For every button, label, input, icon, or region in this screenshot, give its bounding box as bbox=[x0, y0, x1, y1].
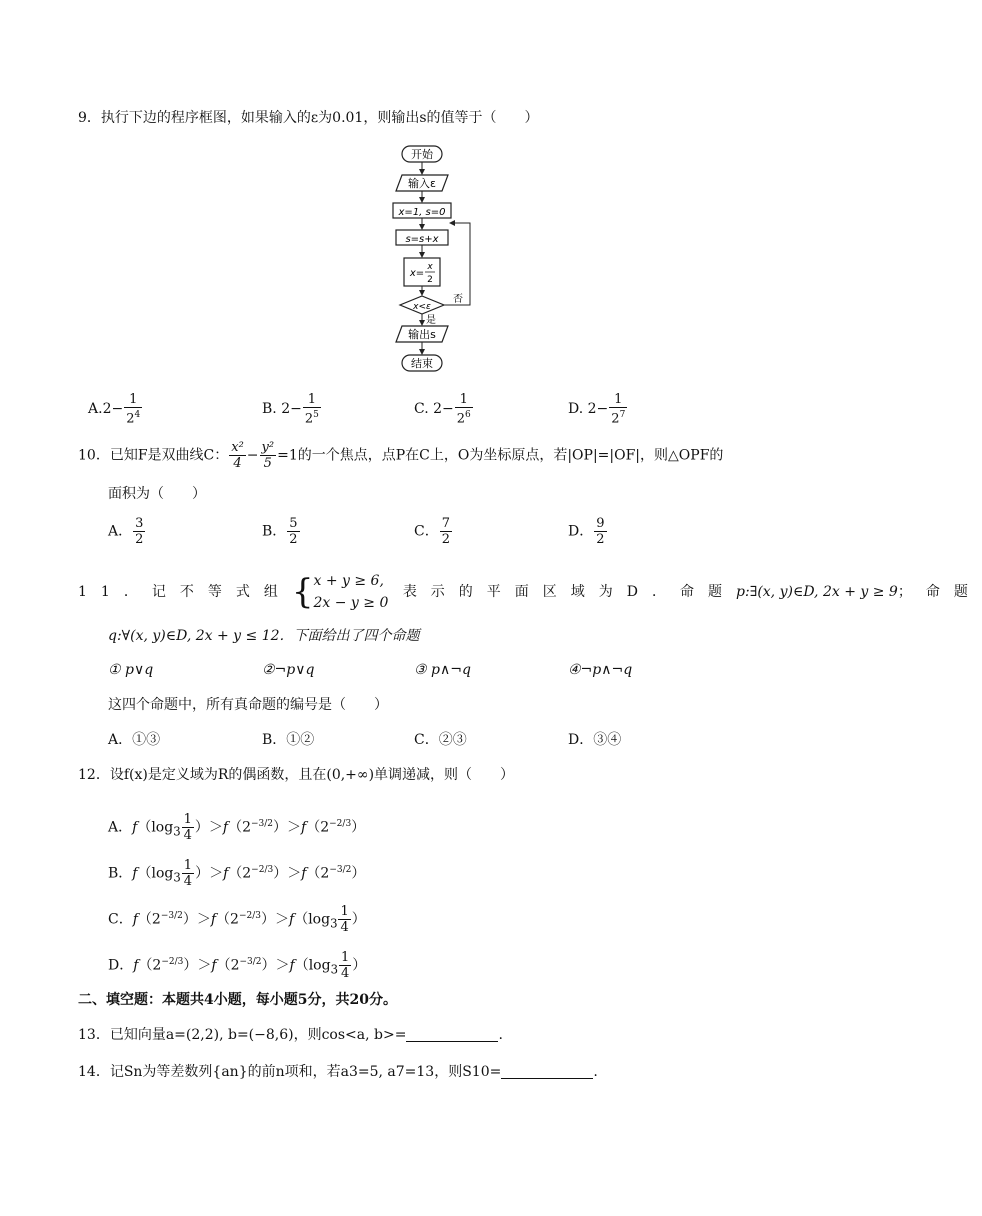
option-whole: 2− bbox=[102, 401, 124, 418]
flow-update-x-den: 2 bbox=[427, 275, 433, 285]
q12-option-c[interactable]: C．$f(2^{-3/2})>f(2^{-2/3})>f(\log_3$ $\frac{1}{4}$ ） bbox=[108, 904, 366, 935]
q9-option-d[interactable] bbox=[568, 392, 628, 426]
flow-end-label: 结束 bbox=[411, 357, 433, 370]
flow-input-label: 输入ε bbox=[408, 177, 436, 190]
q12-option-b[interactable]: B．$f(\log_3$ $\frac{1}{4}$ ）$>f(2^{-2/3})>f(2^{-3/2})$ bbox=[108, 858, 366, 889]
q14-answer-blank[interactable] bbox=[501, 1064, 593, 1079]
q11-q-line: q:∀(x, y)∈D, 2x + y ≤ 12．下面给出了四个命题 bbox=[108, 628, 420, 644]
flow-no-label: 否 bbox=[453, 294, 463, 305]
q10-line2: 面积为（ ） bbox=[108, 486, 206, 502]
q11-prop-3: ③ p∧¬q bbox=[414, 662, 471, 678]
flow-yes-label: 是 bbox=[426, 315, 436, 326]
q10-option-d[interactable]: D． $\frac{9}{2}$ bbox=[568, 516, 605, 547]
q12-option-d[interactable]: D．$f(2^{-2/3})>f(2^{-3/2})>f(\log_3$ $\frac{1}{4}$ ） bbox=[108, 950, 367, 981]
q11-prop-2: ②¬p∨q bbox=[262, 662, 315, 678]
q10-text: 10．已知F是双曲线C： $\frac{\text{x²}}{4}$ − $\frac{\text{y²}}{5}$ =1的一个焦点，点P在C上，O为坐标原点，若|OP|=|OF|，则△OPF的 bbox=[78, 440, 724, 471]
q14-text: 14．记Sn为等差数列{an}的前n项和，若a3=5, a7=13，则S10= . bbox=[78, 1064, 598, 1080]
q9-option-a[interactable] bbox=[88, 392, 143, 426]
q9-text: 9．执行下边的程序框图，如果输入的ε为0.01，则输出s的值等于（ ） bbox=[78, 110, 539, 126]
q10-option-c[interactable]: C． $\frac{7}{2}$ bbox=[414, 516, 450, 547]
q10-option-b[interactable]: B． $\frac{5}{2}$ bbox=[262, 516, 298, 547]
q11-text: 11．记不等式组{ x + y ≥ 6, 2x − y ≥ 0 表示的平面区域为D．命题p:∃(x, y)∈D, 2x + y ≥ 9；命题 bbox=[78, 572, 982, 612]
q9-option-c[interactable] bbox=[414, 392, 474, 426]
q11-prop-1: ① p∨q bbox=[108, 662, 154, 678]
q10-option-a[interactable]: A． $\frac{3}{2}$ bbox=[108, 516, 144, 547]
option-whole: 2− bbox=[281, 401, 302, 418]
option-whole: 2− bbox=[433, 401, 454, 418]
flow-init-label: x=1, s=0 bbox=[398, 207, 446, 218]
flow-decision-label: x<ε bbox=[413, 302, 431, 312]
q11-option-d[interactable]: D．③④ bbox=[568, 732, 622, 748]
q9-flowchart bbox=[380, 140, 490, 376]
section-2-heading: 二、填空题：本题共4小题，每小题5分，共20分。 bbox=[78, 992, 397, 1008]
q9-option-b[interactable] bbox=[262, 392, 322, 426]
q11-option-a[interactable]: A．①③ bbox=[108, 732, 161, 748]
option-label: A. bbox=[88, 401, 103, 418]
flow-update-x-num: x bbox=[427, 262, 433, 272]
flow-update-x-lhs: x= bbox=[409, 268, 425, 279]
q13-answer-blank[interactable] bbox=[406, 1027, 498, 1042]
flow-output-label: 输出s bbox=[408, 328, 436, 341]
q11-prop-4: ④¬p∧¬q bbox=[568, 662, 633, 678]
flow-update-s-label: s=s+x bbox=[405, 234, 439, 245]
option-fraction: $\frac{1}{2^7}$ bbox=[611, 392, 626, 427]
q11-option-b[interactable]: B．①② bbox=[262, 732, 315, 748]
option-fraction: $\frac{1}{2^5}$ bbox=[304, 392, 319, 427]
q11-ask: 这四个命题中，所有真命题的编号是（ ） bbox=[108, 697, 388, 713]
q12-option-a[interactable]: A．$f(\log_3$ $\frac{1}{4}$ ）$>f(2^{-3/2})>f(2^{-2/3})$ bbox=[108, 812, 366, 843]
flow-start-label: 开始 bbox=[411, 148, 433, 161]
option-fraction: $\frac{1}{2^4}$ bbox=[126, 392, 141, 427]
q13-text: 13．已知向量a=(2,2), b=(−8,6)，则cos<a, b>= . bbox=[78, 1027, 503, 1043]
q12-text: 12．设f(x)是定义域为R的偶函数，且在(0,+∞)单调递减，则（ ） bbox=[78, 767, 515, 783]
option-whole: 2− bbox=[587, 401, 609, 418]
option-fraction: $\frac{1}{2^6}$ bbox=[456, 392, 471, 427]
q11-option-c[interactable]: C．②③ bbox=[414, 732, 467, 748]
option-label: C. bbox=[414, 401, 429, 418]
option-label: D. bbox=[568, 401, 584, 418]
option-label: B. bbox=[262, 401, 277, 418]
